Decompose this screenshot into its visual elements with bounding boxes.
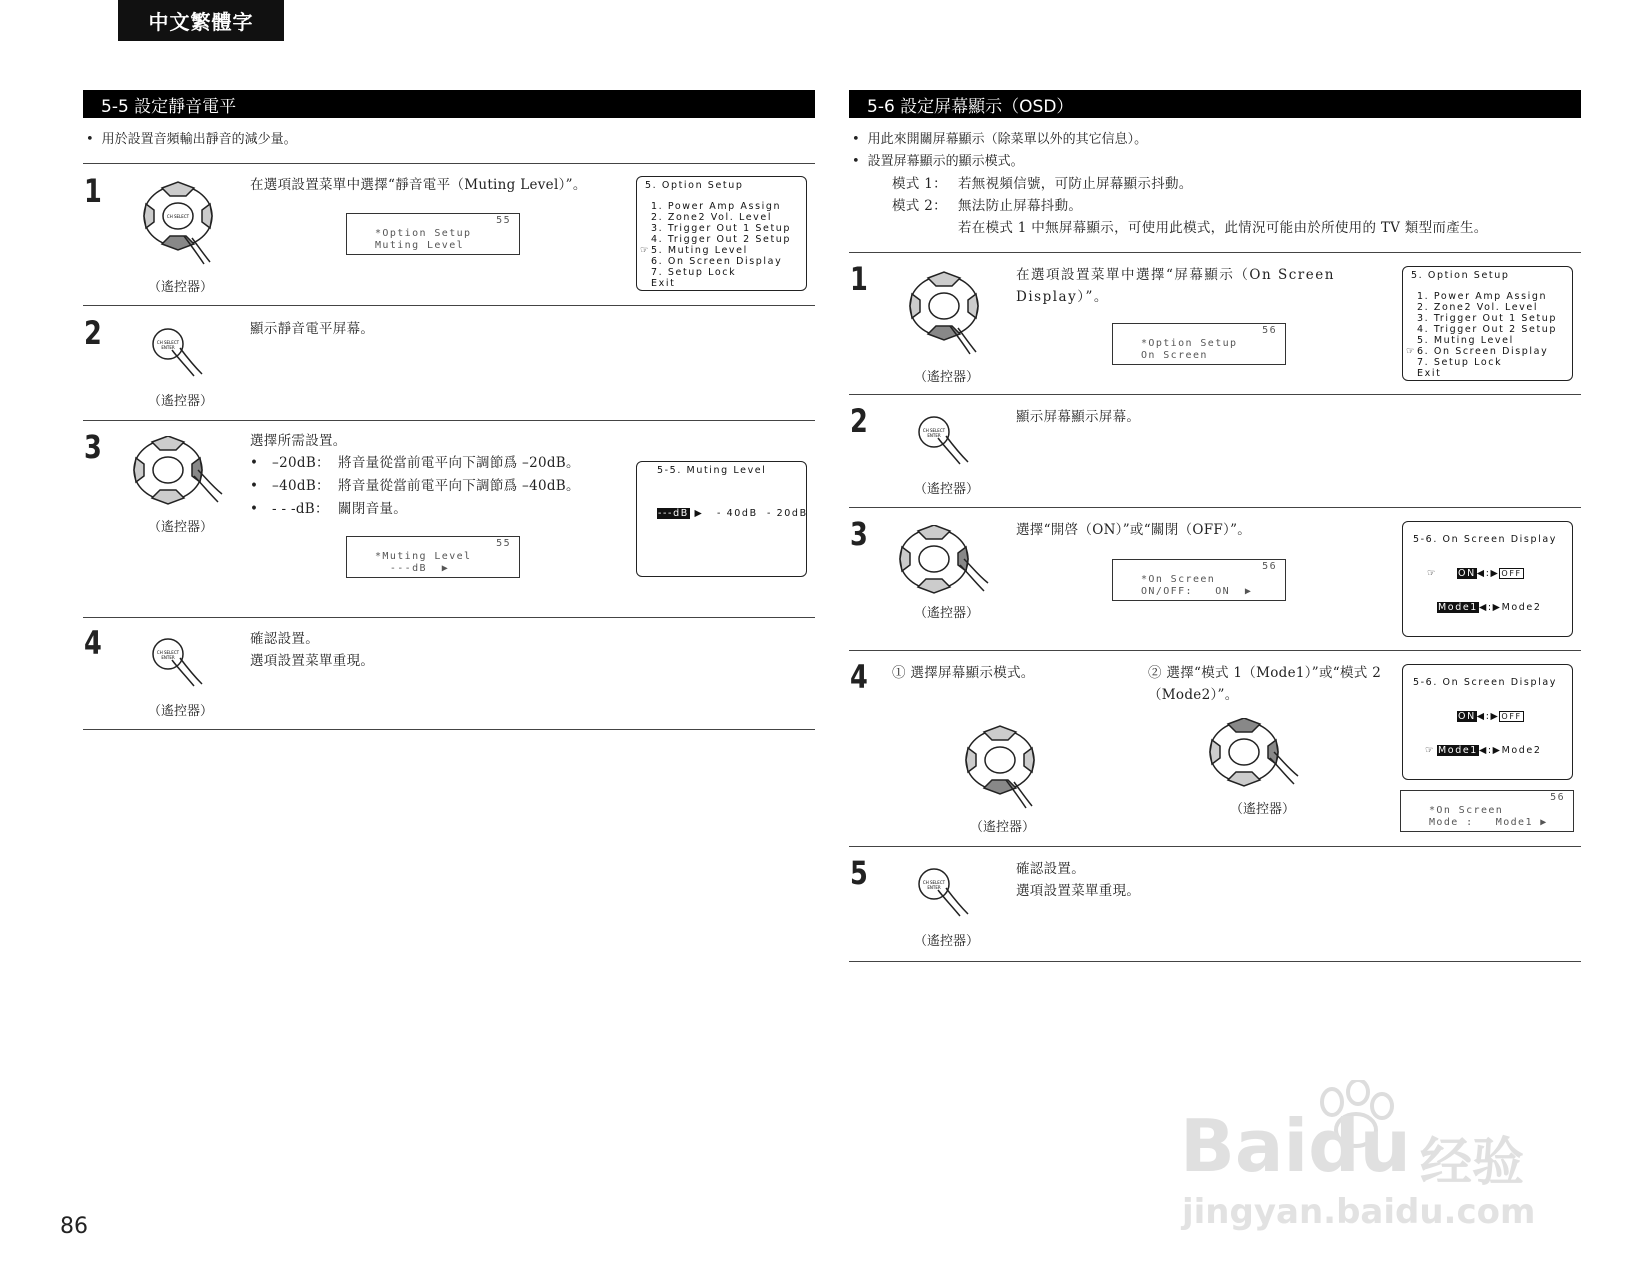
pointer-icon: ☞ [1425, 745, 1436, 756]
svg-text:CH SELECT: CH SELECT [156, 340, 180, 345]
remote-caption: （遙控器） [914, 370, 980, 385]
step-text: 選擇“開啓（ON）”或“關閉（OFF）”。 [1016, 522, 1252, 538]
osd-option-setup-screen: 5. Option Setup 1. Power Amp Assign 2. Zone2 Vol. Level 3. Trigger Out 1 Setup 4. Trigger Out 2 Setup 5. Muting Level ☞ 6. On Screen Display 7. Setup Lock Exit [1402, 266, 1573, 381]
step-text: 確認設置。 [1016, 861, 1085, 877]
enter-button-icon [916, 864, 972, 920]
step-number: 3 [850, 515, 868, 553]
divider [83, 163, 815, 164]
step-number: 2 [850, 402, 868, 440]
step-text: 選擇所需設置。 [250, 433, 347, 449]
enter-button-icon [150, 324, 206, 380]
step-text: 在選項設置菜單中選擇“屏幕顯示（On Screen Display）”。 [1016, 267, 1335, 305]
svg-text:ENTER: ENTER [161, 345, 175, 350]
remote-caption: （遙控器） [970, 820, 1036, 835]
baidu-watermark: Baidu 经验 jingyan.baidu.com [1180, 1080, 1560, 1230]
remote-caption: （遙控器） [148, 280, 214, 295]
remote-caption: （遙控器） [914, 482, 980, 497]
svg-text:CH SELECT: CH SELECT [922, 880, 946, 885]
remote-cursor-right-icon [898, 525, 990, 605]
step-text: 顯示屏幕顯示屏幕。 [1016, 409, 1141, 425]
divider [83, 305, 815, 306]
front-display: 56 *On Screen ON/OFF: ON ▶ [1112, 559, 1286, 601]
mode-note: 若在模式 1 中無屏幕顯示，可使用此模式，此情況可能由於所使用的 TV 類型而產生。 [958, 220, 1488, 236]
divider [849, 394, 1581, 395]
remote-cursor-down-icon [962, 722, 1038, 812]
remote-cursor-right-icon [132, 436, 224, 516]
osd-option-setup-screen: 5. Option Setup 1. Power Amp Assign 2. Zone2 Vol. Level 3. Trigger Out 1 Setup 4. Trigger Out 2 Setup ☞ 5. Muting Level 6. On Screen Display 7. Setup Lock Exit [636, 176, 807, 291]
remote-cursor-down-icon [906, 268, 982, 358]
muting-bullet: • 用於設置音頻輸出靜音的減少量。 [86, 129, 297, 151]
section-title-muting: 5-5 設定靜音電平 [83, 90, 815, 118]
step-text: 在選項設置菜單中選擇“靜音電平（Muting Level）”。 [250, 177, 587, 193]
divider [849, 650, 1581, 651]
front-display: 56 *Option Setup On Screen [1112, 323, 1286, 365]
step-number: 2 [84, 314, 102, 352]
step-number: 4 [84, 624, 102, 662]
step-number: 4 [850, 658, 868, 696]
step-text: 選項設置菜單重現。 [1016, 883, 1141, 899]
remote-caption: （遙控器） [148, 520, 214, 535]
svg-text:CH SELECT: CH SELECT [166, 214, 190, 219]
step-text: 選項設置菜單重現。 [250, 653, 375, 669]
divider [849, 252, 1581, 253]
enter-button-icon [150, 634, 206, 690]
remote-caption: （遙控器） [914, 934, 980, 949]
osd-bullet: • 用此來開關屏幕顯示（除菜單以外的其它信息）。 [852, 129, 1147, 151]
mode-row: 模式 1： 若無視頻信號，可防止屏幕顯示抖動。 [892, 176, 1193, 192]
divider [83, 420, 815, 421]
option-row: • - - -dB： 關閉音量。 [250, 501, 408, 517]
step-text: 確認設置。 [250, 631, 319, 647]
divider [849, 961, 1581, 962]
substep-text: ② 選擇“模式 1（Mode1）”或“模式 2（Mode2）”。 [1148, 665, 1382, 703]
language-tab: 中文繁體字 [118, 0, 284, 41]
pointer-icon: ☞ [640, 245, 651, 256]
divider [849, 846, 1581, 847]
option-row: • –40dB： 將音量從當前電平向下調節爲 –40dB。 [250, 478, 580, 494]
pointer-icon: ☞ [1406, 346, 1417, 357]
step-number: 3 [84, 428, 102, 466]
front-display: 55 *Muting Level ---dB ▶ [346, 536, 520, 578]
page-number: 86 [60, 1214, 88, 1239]
svg-text:ENTER: ENTER [161, 655, 175, 660]
remote-cursor-down-icon [140, 178, 216, 268]
remote-caption: （遙控器） [914, 606, 980, 621]
substep-text: ① 選擇屏幕顯示模式。 [892, 665, 1035, 681]
front-display: 55 *Option Setup Muting Level [346, 213, 520, 255]
divider [849, 507, 1581, 508]
remote-cursor-right-icon [1208, 718, 1300, 798]
divider [83, 617, 815, 618]
svg-text:ENTER: ENTER [927, 433, 941, 438]
option-row: • –20dB： 將音量從當前電平向下調節爲 –20dB。 [250, 455, 580, 471]
step-number: 5 [850, 854, 868, 892]
svg-text:ENTER: ENTER [927, 885, 941, 890]
osd-on-screen-display-screen: 5-6. On Screen Display ON◀:▶ OFF ☞ Mode1◀:▶Mode2 [1402, 664, 1573, 780]
divider [83, 729, 815, 730]
step-number: 1 [84, 172, 102, 210]
osd-bullet: • 設置屏幕顯示的顯示模式。 [852, 151, 1024, 173]
osd-on-screen-display-screen: 5-6. On Screen Display ☞ ON◀:▶ OFF Mode1◀:▶Mode2 [1402, 521, 1573, 637]
front-display: 56 *On Screen Mode : Mode1 ▶ [1400, 790, 1574, 832]
svg-text:CH SELECT: CH SELECT [156, 650, 180, 655]
enter-button-icon [916, 412, 972, 468]
remote-caption: （遙控器） [148, 704, 214, 719]
remote-caption: （遙控器） [148, 394, 214, 409]
pointer-icon: ☞ [1427, 568, 1438, 579]
remote-caption: （遙控器） [1230, 802, 1296, 817]
section-title-osd: 5-6 設定屏幕顯示（OSD） [849, 90, 1581, 118]
step-number: 1 [850, 260, 868, 298]
osd-muting-level-screen: 5-5. Muting Level ---dB ▶ - 40dB - 20dB [636, 461, 807, 577]
step-text: 顯示靜音電平屏幕。 [250, 321, 375, 337]
mode-row: 模式 2： 無法防止屏幕抖動。 [892, 198, 1083, 214]
svg-text:CH SELECT: CH SELECT [922, 428, 946, 433]
